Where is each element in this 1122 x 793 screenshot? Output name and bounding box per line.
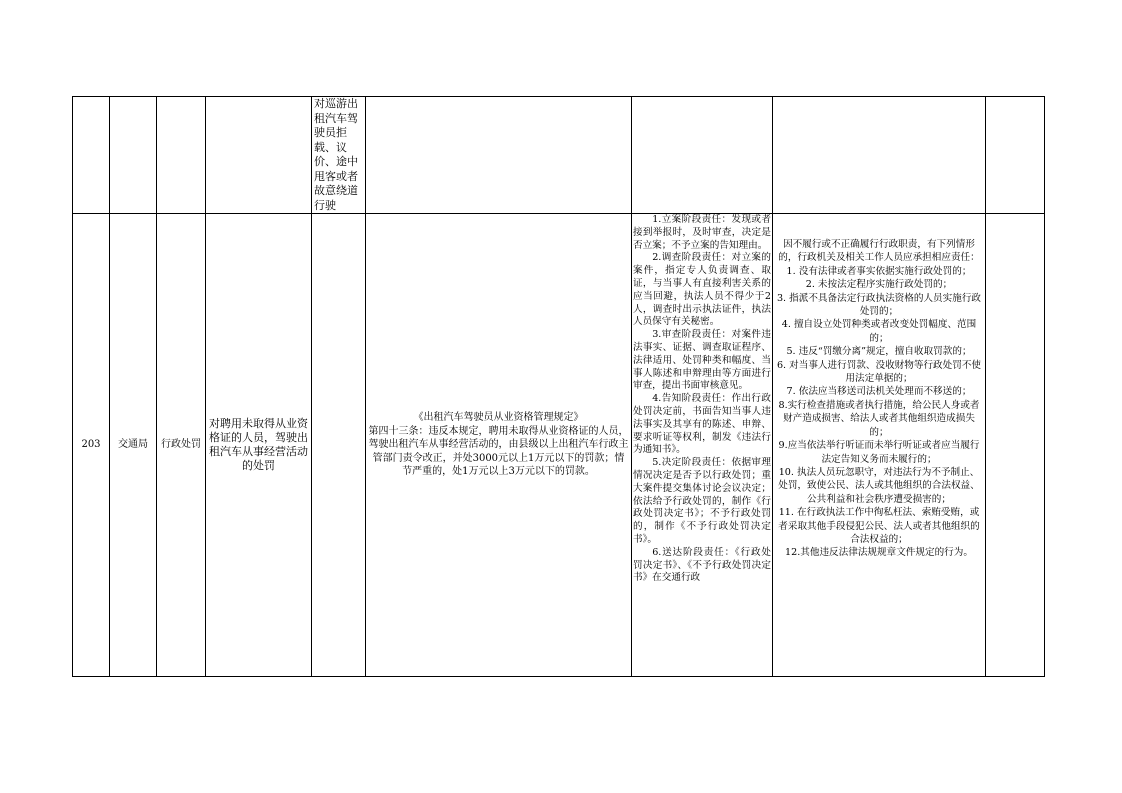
responsibility-table xyxy=(72,96,1045,677)
department: 交通局 xyxy=(110,214,157,677)
table-row xyxy=(73,97,1045,214)
basis-article: 第四十三条：违反本规定，聘用未取得从业资格证的人员，驾驶出租汽车从事经营活动的，由县级以上出租汽车行政主管部门责令改正，并处3000元以上1万元以下的罚款；情节严重的，处1万元以上3万元以下的罚款。 xyxy=(368,425,629,478)
cell-sub-item xyxy=(312,97,366,214)
accountability-item: 10. 执法人员玩忽职守，对违法行为不予制止、处罚，致使公民、法人或其他组织的合法权益、公共利益和社会秩序遭受损害的； xyxy=(778,466,980,505)
accountability-item: 4. 擅自设立处罚种类或者改变处罚幅度、范围的； xyxy=(781,319,977,344)
accountability-item: 11. 在行政执法工作中徇私枉法、索贿受贿，或者采取其他手段侵犯公民、法人或者其他组织的合法权益的； xyxy=(778,507,980,545)
accountability-item: 12.其他违反法律法规规章文件规定的行为。 xyxy=(785,547,973,559)
item-name: 对聘用未取得从业资格证的人员，驾驶出租汽车从事经营活动的处罚 xyxy=(206,214,312,677)
responsibility-item: 2.调查阶段责任：对立案的案件，指定专人负责调查、取证，与当事人有直接利害关系的应当回避，执法人员不得少于2人，调查时出示执法证件，执法人员保守有关秘密。 xyxy=(633,252,771,328)
cell-basis xyxy=(366,97,632,214)
table-row xyxy=(73,214,1045,677)
accountability-intro: 因不履行或不正确履行行政职责，有下列情形的，行政机关及相关工作人员应承担相应责任： xyxy=(778,239,980,264)
accountability-item: 5. 违反“罚缴分离”规定，擅自收取罚款的； xyxy=(786,346,972,358)
sub-item xyxy=(312,214,366,677)
legal-basis xyxy=(366,214,632,677)
accountability-item: 7. 依法应当移送司法机关处理而不移送的； xyxy=(786,386,972,398)
responsibility-item: 6.送达阶段责任：《行政处罚决定书》、《不予行政处罚决定书》在交通行政 xyxy=(633,546,771,584)
row-number: 203 xyxy=(73,214,110,677)
accountability-item: 9.应当依法举行听证而未举行听证或者应当履行法定告知义务而未履行的； xyxy=(778,440,980,465)
cell-category xyxy=(157,97,206,214)
responsibility-list xyxy=(632,214,773,677)
responsibility-item: 5.决定阶段责任：依据审理情况决定是否予以行政处罚；重大案件提交集体讨论会议决定；依法给予行政处罚的，制作《行政处罚决定书》；不予行政处罚的，制作《不予行政处罚决定书》。 xyxy=(633,457,771,545)
accountability-item: 3. 指派不具备法定行政执法资格的人员实施行政处罚的； xyxy=(776,292,982,318)
responsibility-item: 4.告知阶段责任：作出行政处罚决定前，书面告知当事人违法事实及其享有的陈述、申辩、要求听证等权利，制发《违法行为通知书》。 xyxy=(633,393,771,456)
accountability-item: 6. 对当事人进行罚款、没收财物等行政处罚不使用法定单据的； xyxy=(776,359,982,385)
responsibility-item: 1.立案阶段责任：发现或者接到举报时，及时审查，决定是否立案；不予立案的告知理由。 xyxy=(633,214,771,251)
cell-number xyxy=(73,97,110,214)
sub-item-text: 对巡游出租汽车驾驶员拒载、议价、途中甩客或者故意绕道行驶 xyxy=(314,97,358,212)
responsibility-item: 3.审查阶段责任：对案件违法事实、证据、调查取证程序、法律适用、处罚种类和幅度、当事人陈述和申辩理由等方面进行审查，提出书面审核意见。 xyxy=(633,329,771,392)
basis-title: 《出租汽车驾驶员从业资格管理规定》 xyxy=(413,412,584,424)
cell-remarks xyxy=(986,97,1045,214)
accountability-item: 8.实行检查措施或者执行措施，给公民人身或者财产造成损害、给法人或者其他组织造成损失的； xyxy=(778,399,980,438)
cell-department xyxy=(110,97,157,214)
accountability-item: 1. 没有法律或者事实依据实施行政处罚的； xyxy=(786,265,972,277)
accountability-list xyxy=(773,214,986,677)
accountability-item: 2. 未按法定程序实施行政处罚的； xyxy=(805,279,953,291)
cell-responsibility xyxy=(632,97,773,214)
cell-item-name xyxy=(206,97,312,214)
category: 行政处罚 xyxy=(157,214,206,677)
cell-accountability xyxy=(773,97,986,214)
remarks xyxy=(986,214,1045,677)
